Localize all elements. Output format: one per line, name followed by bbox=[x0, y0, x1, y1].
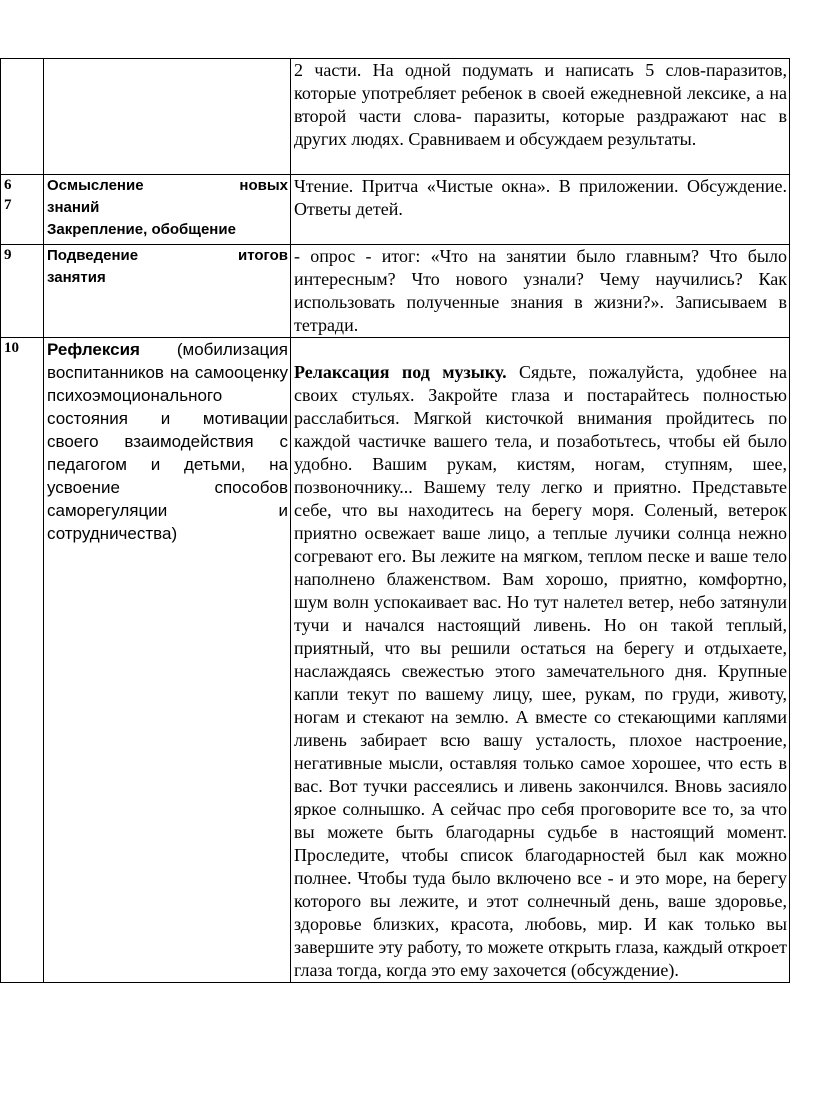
stage-title: Рефлексия bbox=[47, 340, 140, 359]
stage-title: занятия bbox=[47, 269, 106, 286]
content-cell: 2 части. На одной подумать и написать 5 слов-паразитов, которые употребляет ребенок в своей ежедневной лексике, а на второй части слова- паразиты, которые раздражают нас в других людях. Сравниваем и обсуждаем результаты. bbox=[291, 59, 790, 175]
spacer bbox=[294, 338, 787, 361]
content-cell: Чтение. Притча «Чистые окна». В приложении. Обсуждение. Ответы детей. bbox=[291, 175, 790, 245]
row-number-cell bbox=[1, 175, 44, 245]
table-row bbox=[1, 245, 790, 338]
stage-cell bbox=[44, 175, 291, 245]
content-text: Сядьте, пожалуйста, удобнее на своих стульях. Закройте глаза и постарайтесь полностью расслабиться. Мягкой кисточкой внимания пройдитесь по каждой частичке вашего тела, и позаботьтесь, чтобы ей было удобно. Вашим рукам, кистям, ногам, ступням, шее, позвоночнику... Вашему телу легко и приятно. Представьте себе, что вы находитесь на берегу моря. Соленый, ветерок приятно освежает ваше лицо, а теплые лучики солнца нежно согревают его. Вы лежите на мягком, теплом песке и ваше тело наполнено блаженством. Вам хорошо, приятно, комфортно, шум волн успокаивает вас. Но тут налетел ветер, небо затянули тучи и начался настоящий ливень. Но он такой теплый, приятный, что вы решили остаться на берегу и отдыхаете, наслаждаясь свежестью этого замечательного дня. Крупные капли текут по вашему лицу, шее, рукам, по груди, животу, ногам и стекают на землю. А вместе со стекающими каплями ливень забирает всю вашу усталость, плохое настроение, негативные мысли, оставляя только самое хорошее, что есть в вас. Вот тучки рассеялись и ливень закончился. Вновь засияло яркое солнышко. А сейчас про себя проговорите все то, за что вы можете быть благодарны судьбе в настоящий момент. Проследите, чтобы список благодарностей был как можно полнее. Чтобы туда было включено все - и это море, на берегу которого вы лежите, и этот солнечный день, ваше здоровье, здоровье близких, красота, любовь, мир. И как только вы завершите эту работу, то можете открыть глаза, каждый откроет глаза тогда, когда это ему захочется (обсуждение). bbox=[294, 362, 787, 980]
table-row bbox=[1, 338, 790, 983]
stage-title: знаний bbox=[47, 199, 100, 216]
stage-cell bbox=[44, 59, 291, 175]
stage-cell bbox=[44, 245, 291, 338]
table-row bbox=[1, 59, 790, 175]
stage-title: Осмысление новых bbox=[47, 177, 288, 194]
stage-title: Закрепление, обобщение bbox=[47, 221, 236, 238]
content-cell bbox=[291, 338, 790, 983]
stage-description: (мобилизация воспитанников на самооценку психоэмоционального состояния и мотивации своего взаимодействия с педагогом и детьми, на усвоение способов саморегуляции и сотрудничества) bbox=[47, 340, 288, 543]
table-row bbox=[1, 175, 790, 245]
content-heading: Релаксация под музыку. bbox=[294, 362, 507, 382]
row-number-cell bbox=[1, 59, 44, 175]
row-number: 7 bbox=[4, 197, 12, 213]
row-number-cell: 10 bbox=[1, 338, 44, 983]
row-number: 6 bbox=[4, 177, 12, 193]
row-number-cell: 9 bbox=[1, 245, 44, 338]
lesson-plan-table bbox=[0, 58, 790, 983]
stage-cell bbox=[44, 338, 291, 983]
content-cell: - опрос - итог: «Что на занятии было главным? Что было интересным? Что нового узнали? Чему научились? Как использовать полученные знания в жизни?». Записываем в тетради. bbox=[291, 245, 790, 338]
stage-title: Подведение итогов bbox=[47, 247, 288, 264]
